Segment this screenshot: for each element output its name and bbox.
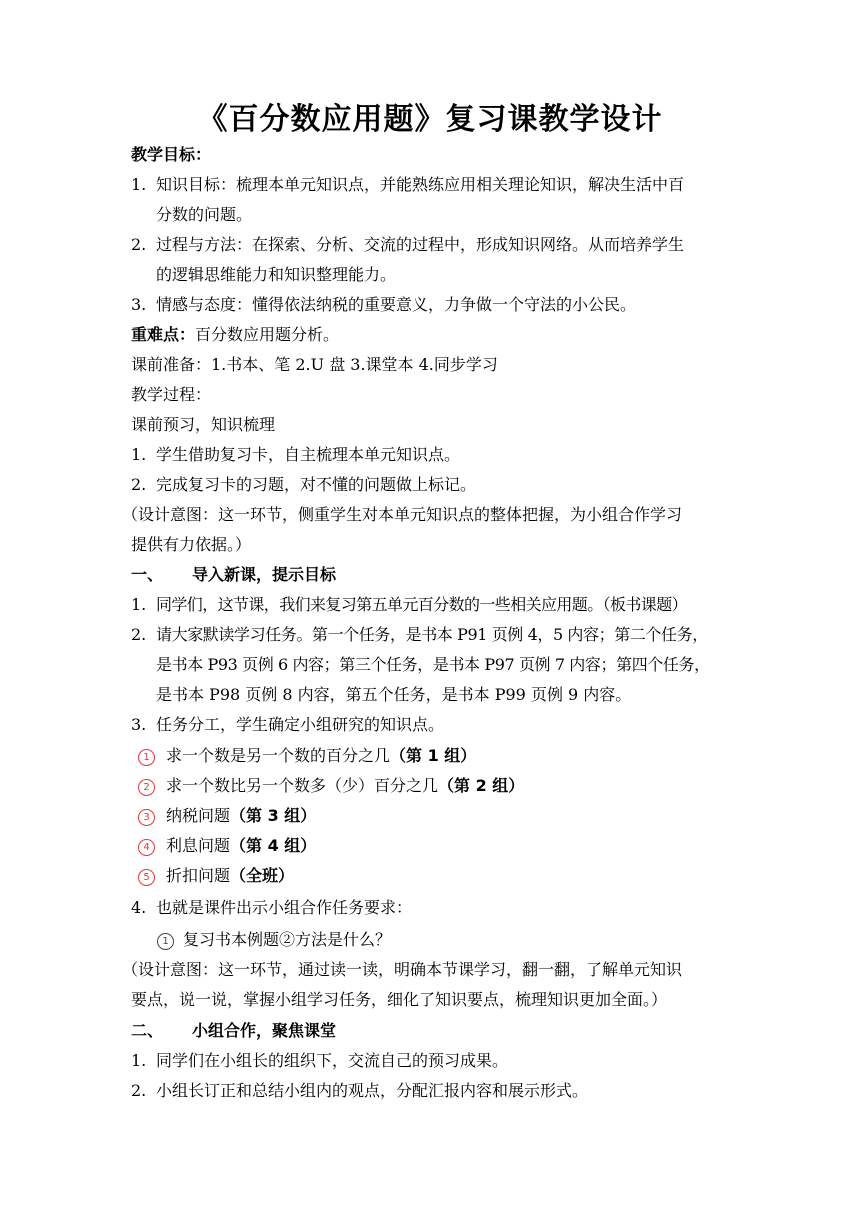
task-text: 求一个数比另一个数多（少）百分之几 <box>166 776 439 795</box>
design-intent: （设计意图：这一环节，侧重学生对本单元知识点的整体把握，为小组合作学习 <box>122 505 683 524</box>
task-text: 折扣问题 <box>166 866 231 885</box>
process-label: 教学过程： <box>131 385 212 404</box>
preview-number: 2. <box>131 475 147 494</box>
task-item <box>166 744 476 768</box>
item-text: 小组长订正和总结小组内的观点，分配汇报内容和展示形式。 <box>156 1081 589 1100</box>
key-points-text: 百分数应用题分析。 <box>195 325 340 344</box>
item-number: 1. <box>131 1051 147 1070</box>
circled-number-mark: 3 <box>138 809 155 826</box>
circled-number-mark: 1 <box>138 749 155 766</box>
objective-text: 分数的问题。 <box>156 205 253 224</box>
task-text: 利息问题 <box>166 836 231 855</box>
item-text: 同学们，这节课，我们来复习第五单元百分数的一些相关应用题。（板书课题） <box>156 595 688 614</box>
preview-text: 学生借助复习卡，自主梳理本单元知识点。 <box>156 445 461 464</box>
task-group: （第 1 组） <box>390 746 477 765</box>
task-group: （第 4 组） <box>230 836 317 855</box>
preview-text: 完成复习卡的习题，对不懂的问题做上标记。 <box>156 475 477 494</box>
section-heading: 小组合作，聚焦课堂 <box>192 1021 337 1040</box>
document-title: 《百分数应用题》复习课教学设计 <box>197 102 663 137</box>
circled-number-mark: 1 <box>157 933 174 950</box>
preview-heading: 课前预习，知识梳理 <box>131 415 276 434</box>
task-group: （第 2 组） <box>438 776 525 795</box>
objective-text: 情感与态度：懂得依法纳税的重要意义，力争做一个守法的小公民。 <box>156 295 637 314</box>
objective-number: 2. <box>131 235 147 254</box>
circled-number-mark: 5 <box>138 869 155 886</box>
objectives-heading: 教学目标： <box>131 145 212 164</box>
circled-number-mark: 2 <box>138 779 155 796</box>
key-points-label: 重难点： <box>131 325 196 344</box>
item-number: 4. <box>131 898 147 917</box>
task-text: 纳税问题 <box>166 806 231 825</box>
task-item <box>166 774 524 798</box>
section-number: 二、 <box>131 1021 164 1040</box>
section-heading: 导入新课，提示目标 <box>192 565 337 584</box>
preparation: 课前准备：1.书本、笔 2.U 盘 3.课堂本 4.同步学习 <box>131 355 498 374</box>
item-text: 是书本 P93 页例 6 内容；第三个任务，是书本 P97 页例 7 内容；第四个任务， <box>156 655 710 674</box>
objective-text: 的逻辑思维能力和知识整理能力。 <box>156 265 397 284</box>
task-item <box>166 804 316 828</box>
task-group: （第 3 组） <box>230 806 317 825</box>
item-text: 请大家默读学习任务。第一个任务，是书本 P91 页例 4，5 内容；第二个任务， <box>156 625 708 644</box>
item-number: 2. <box>131 625 147 644</box>
item-number: 2. <box>131 1081 147 1100</box>
objective-text: 过程与方法：在探索、分析、交流的过程中，形成知识网络。从而培养学生 <box>156 235 685 254</box>
objective-number: 3. <box>131 295 147 314</box>
objective-text: 知识目标：梳理本单元知识点，并能熟练应用相关理论知识，解决生活中百 <box>156 175 685 194</box>
preview-number: 1. <box>131 445 147 464</box>
sub-item-text: 复习书本例题②方法是什么？ <box>183 930 392 949</box>
task-item <box>166 864 294 888</box>
item-number: 3. <box>131 715 147 734</box>
design-intent: 要点，说一说，掌握小组学习任务，细化了知识要点，梳理知识更加全面。） <box>131 990 668 1009</box>
item-text: 也就是课件出示小组合作任务要求： <box>156 898 413 917</box>
task-item <box>166 834 316 858</box>
objective-number: 1. <box>131 175 147 194</box>
design-intent: （设计意图：这一环节，通过读一读，明确本节课学习，翻一翻，了解单元知识 <box>122 960 683 979</box>
task-group: （全班） <box>230 866 295 885</box>
design-intent: 提供有力依据。） <box>131 535 252 554</box>
item-text: 任务分工，学生确定小组研究的知识点。 <box>156 715 445 734</box>
task-text: 求一个数是另一个数的百分之几 <box>166 746 391 765</box>
key-points <box>131 323 339 347</box>
item-number: 1. <box>131 595 147 614</box>
circled-number-mark: 4 <box>138 839 155 856</box>
item-text: 同学们在小组长的组织下，交流自己的预习成果。 <box>156 1051 509 1070</box>
section-number: 一、 <box>131 565 164 584</box>
item-text: 是书本 P98 页例 8 内容，第五个任务，是书本 P99 页例 9 内容。 <box>156 685 632 704</box>
